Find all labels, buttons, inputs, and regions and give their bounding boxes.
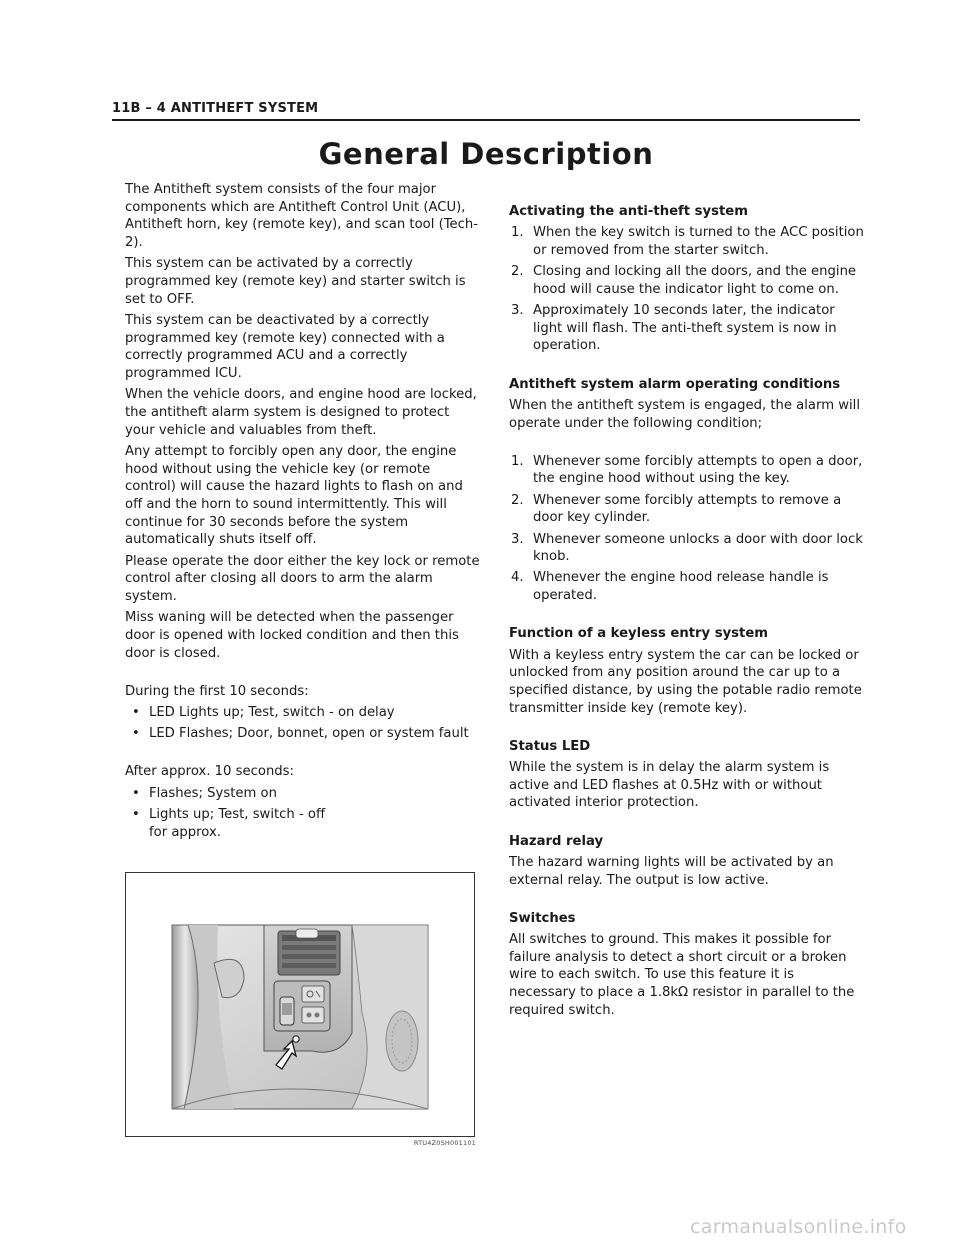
paragraph: This system can be activated by a correctly programmed key (remote key) and starter switch is set to OFF. — [125, 256, 466, 307]
watermark: carmanualsonline.info — [690, 1216, 907, 1238]
list-item: 1. Whenever some forcibly attempts to open a door, the engine hood without using the key. — [511, 453, 863, 487]
paragraph: The Antitheft system consists of the four major components which are Antitheft Control Unit (ACU), Antitheft horn, key (remote key), and scan tool (Tech-2). — [125, 182, 479, 251]
list-item: • LED Lights up; Test, switch - on delay — [132, 704, 395, 720]
page-header — [112, 97, 860, 121]
section-heading: Function of a keyless entry system — [509, 626, 769, 642]
section-heading: Activating the anti-theft system — [509, 204, 748, 219]
list-item: 3. Approximately 10 seconds later, the indicator light will flash. The anti-theft system is now in operation. — [511, 303, 837, 354]
list-item: 1. When the key switch is turned to the ACC position or removed from the starter switch. — [511, 225, 864, 258]
paragraph: With a keyless entry system the car can be locked or unlocked from any position around the car up to a specified distance, by using the potable radio remote transmitter inside key (remote key). — [509, 647, 862, 716]
paragraph: This system can be deactivated by a correctly programmed key (remote key) connected with a correctly programmed ACU and a correctly programmed ICU. — [125, 312, 445, 382]
bullet-icon: • — [132, 704, 140, 720]
paragraph: Any attempt to forcibly open any door, the engine hood without using the vehicle key (or remote control) will cause the hazard lights to flash on and off and the horn to sound intermittently. This will continue for 30 seconds before the system automatically shuts itself off. — [125, 443, 463, 548]
paragraph: When the antitheft system is engaged, the alarm will operate under the following condition; — [509, 397, 861, 431]
section-heading: Status LED — [509, 738, 591, 754]
list-item: 2. Whenever some forcibly attempts to remove a door key cylinder. — [511, 492, 842, 526]
paragraph: The hazard warning lights will be activated by an external relay. The output is low active. — [509, 854, 834, 888]
bullet-icon: • — [132, 806, 140, 822]
activating-steps-list — [509, 224, 864, 355]
paragraph: Miss waning will be detected when the passenger door is opened with locked condition and then this door is closed. — [125, 610, 459, 661]
left-column — [125, 181, 480, 845]
header-section-label: 11B – 4 ANTITHEFT SYSTEM — [112, 101, 319, 116]
section-heading: Antitheft system alarm operating conditions — [509, 376, 841, 392]
bullet-icon: • — [132, 785, 140, 801]
list-item: • Flashes; System on — [132, 785, 277, 801]
alarm-conditions-list — [509, 453, 864, 605]
section-heading: Switches — [509, 910, 576, 926]
after-10-seconds-intro: After approx. 10 seconds: — [125, 764, 294, 780]
list-item: • LED Flashes; Door, bonnet, open or system fault — [132, 726, 469, 742]
right-column — [509, 203, 864, 1023]
dashboard-switch-illustration — [125, 872, 475, 1137]
list-item: • Lights up; Test, switch - off for approx. — [132, 806, 326, 840]
figure-reference-code: RTU4Z0SH001101 — [413, 1139, 476, 1147]
paragraph: When the vehicle doors, and engine hood are locked, the antitheft alarm system is designed to protect your vehicle and valuables from theft. — [125, 387, 477, 438]
page-title: General Description — [318, 137, 654, 171]
list-item: 3. Whenever someone unlocks a door with door lock knob. — [511, 531, 863, 565]
paragraph: While the system is in delay the alarm system is active and LED flashes at 0.5Hz with or without activated interior protection. — [509, 760, 830, 811]
after-10-seconds-list — [125, 785, 480, 842]
paragraph: Please operate the door either the key lock or remote control after closing all doors to arm the alarm system. — [125, 553, 480, 604]
section-heading: Hazard relay — [509, 833, 604, 849]
first-10-seconds-list — [125, 704, 480, 743]
first-10-seconds-intro: During the first 10 seconds: — [125, 683, 309, 699]
paragraph: All switches to ground. This makes it possible for failure analysis to detect a short circuit or a broken wire to each switch. To use this feature it is necessary to place a 1.8kΩ resistor in parallel to the required switch. — [509, 932, 855, 1018]
list-item: 4. Whenever the engine hood release handle is operated. — [511, 570, 829, 604]
bullet-icon: • — [132, 726, 140, 742]
list-item: 2. Closing and locking all the doors, and the engine hood will cause the indicator light to come on. — [511, 264, 857, 297]
